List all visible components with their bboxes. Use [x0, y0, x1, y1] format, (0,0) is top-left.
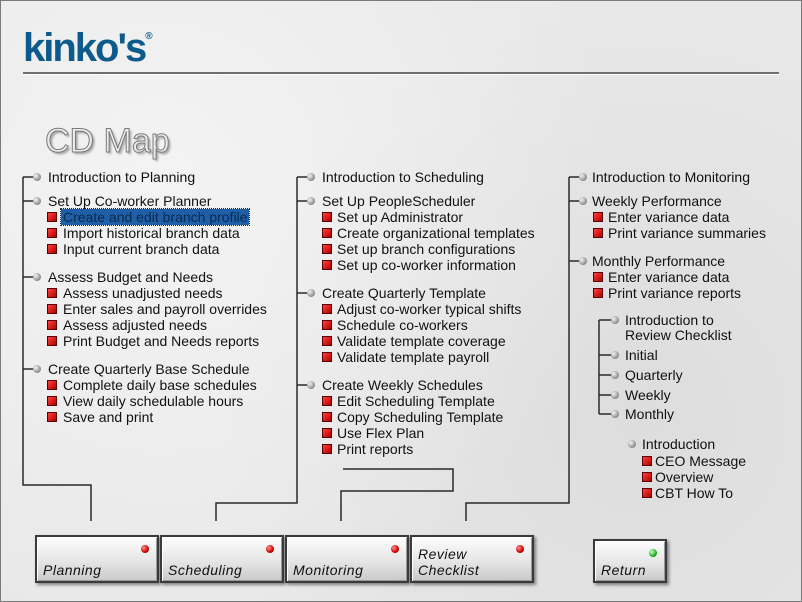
link-schedule-coworkers[interactable]: Schedule co-workers: [337, 317, 468, 333]
scheduling-setup-bullet-icon: [307, 197, 315, 205]
link-print-budget-reports[interactable]: Print Budget and Needs reports: [63, 333, 260, 349]
link-enter-sales-overrides[interactable]: Enter sales and payroll overrides: [63, 301, 267, 317]
link-setup-coworker-planner[interactable]: Set Up Co-worker Planner: [48, 193, 212, 209]
link-input-current-data[interactable]: Input current branch data: [63, 241, 220, 257]
scheduling-button[interactable]: [160, 535, 284, 583]
planning-setup-bullet-icon: [33, 197, 41, 205]
link-create-edit-branch-profile[interactable]: Create and edit branch profile: [63, 209, 248, 225]
red-square-icon: [593, 212, 603, 222]
red-square-icon: [322, 260, 332, 270]
link-complete-daily-schedules[interactable]: Complete daily base schedules: [63, 377, 257, 393]
monitoring-button-label: Monitoring: [293, 562, 364, 578]
red-square-icon: [47, 412, 57, 422]
link-edit-scheduling-template[interactable]: Edit Scheduling Template: [337, 393, 495, 409]
red-square-icon: [322, 212, 332, 222]
link-import-historical-data[interactable]: Import historical branch data: [63, 225, 240, 241]
red-square-icon: [322, 320, 332, 330]
link-monthly-performance[interactable]: Monthly Performance: [592, 253, 726, 269]
registered-mark: ®: [145, 31, 153, 42]
link-ceo-message[interactable]: CEO Message: [655, 453, 747, 469]
red-square-icon: [322, 352, 332, 362]
link-intro-planning[interactable]: Introduction to Planning: [48, 169, 196, 185]
review-weekly-bullet-icon: [611, 391, 619, 399]
link-setup-coworker-info[interactable]: Set up co-worker information: [337, 257, 516, 273]
planning-button-label: Planning: [43, 562, 102, 578]
link-weekly-enter-variance[interactable]: Enter variance data: [608, 209, 730, 225]
intro-bullet-icon: [628, 440, 636, 448]
link-monthly-enter-variance[interactable]: Enter variance data: [608, 269, 730, 285]
red-square-icon: [322, 428, 332, 438]
review-intro-bullet-icon: [611, 316, 619, 324]
scheduling-button-label: Scheduling: [168, 562, 243, 578]
link-weekly-performance[interactable]: Weekly Performance: [592, 193, 722, 209]
link-intro-review-checklist-line1[interactable]: Introduction to: [625, 312, 714, 328]
link-intro-scheduling[interactable]: Introduction to Scheduling: [322, 169, 484, 185]
red-square-icon: [47, 396, 57, 406]
red-square-icon: [322, 244, 332, 254]
red-square-icon: [47, 380, 57, 390]
red-led-icon: [141, 545, 149, 553]
link-save-and-print[interactable]: Save and print: [63, 409, 154, 425]
red-square-icon: [47, 320, 57, 330]
link-cbt-how-to[interactable]: CBT How To: [655, 485, 734, 501]
review-initial-bullet-icon: [611, 351, 619, 359]
red-square-icon: [322, 412, 332, 422]
red-square-icon: [322, 304, 332, 314]
review-checklist-button[interactable]: [410, 535, 534, 583]
review-quarterly-bullet-icon: [611, 371, 619, 379]
link-setup-branch-configs[interactable]: Set up branch configurations: [337, 241, 516, 257]
red-led-icon: [266, 545, 274, 553]
link-create-weekly-schedules[interactable]: Create Weekly Schedules: [322, 377, 483, 393]
link-validate-coverage[interactable]: Validate template coverage: [337, 333, 506, 349]
link-assess-unadjusted[interactable]: Assess unadjusted needs: [63, 285, 223, 301]
scheduling-template-bullet-icon: [307, 289, 315, 297]
planning-button[interactable]: [35, 535, 159, 583]
link-assess-budget-needs[interactable]: Assess Budget and Needs: [48, 269, 213, 285]
red-led-icon: [391, 545, 399, 553]
red-square-icon: [593, 228, 603, 238]
monitoring-monthly-bullet-icon: [579, 257, 587, 265]
link-create-quarterly-base[interactable]: Create Quarterly Base Schedule: [48, 361, 250, 377]
red-square-icon: [642, 456, 652, 466]
red-square-icon: [47, 228, 57, 238]
monitoring-intro-bullet-icon: [579, 173, 587, 181]
logo-text: kinko's: [23, 26, 146, 70]
red-square-icon: [47, 288, 57, 298]
green-led-icon: [649, 549, 657, 557]
red-square-icon: [322, 228, 332, 238]
link-print-reports[interactable]: Print reports: [337, 441, 414, 457]
link-review-monthly[interactable]: Monthly: [625, 406, 675, 422]
link-view-daily-hours[interactable]: View daily schedulable hours: [63, 393, 244, 409]
review-monthly-bullet-icon: [611, 410, 619, 418]
link-intro-monitoring[interactable]: Introduction to Monitoring: [592, 169, 750, 185]
return-button-label: Return: [601, 562, 647, 578]
link-review-quarterly[interactable]: Quarterly: [625, 367, 683, 383]
red-square-icon: [322, 336, 332, 346]
scheduling-intro-bullet-icon: [307, 173, 315, 181]
red-square-icon: [47, 304, 57, 314]
red-square-icon: [593, 272, 603, 282]
planning-intro-bullet-icon: [33, 173, 41, 181]
link-intro-review-checklist-line2[interactable]: Review Checklist: [625, 327, 732, 343]
link-setup-administrator[interactable]: Set up Administrator: [337, 209, 464, 225]
red-square-icon: [47, 244, 57, 254]
page-title: CD Map: [45, 122, 170, 160]
link-assess-adjusted[interactable]: Assess adjusted needs: [63, 317, 207, 333]
red-square-icon: [322, 396, 332, 406]
red-square-icon: [593, 288, 603, 298]
link-print-variance-summaries[interactable]: Print variance summaries: [608, 225, 766, 241]
link-introduction[interactable]: Introduction: [642, 436, 716, 452]
monitoring-button[interactable]: [285, 535, 409, 583]
link-overview[interactable]: Overview: [655, 469, 714, 485]
link-create-quarterly-template[interactable]: Create Quarterly Template: [322, 285, 486, 301]
red-square-icon: [642, 488, 652, 498]
red-square-icon: [47, 212, 57, 222]
link-review-initial[interactable]: Initial: [625, 347, 658, 363]
link-adjust-typical-shifts[interactable]: Adjust co-worker typical shifts: [337, 301, 522, 317]
planning-quarterly-bullet-icon: [33, 365, 41, 373]
red-square-icon: [642, 472, 652, 482]
red-square-icon: [322, 444, 332, 454]
link-print-variance-reports[interactable]: Print variance reports: [608, 285, 742, 301]
review-checklist-button-label: Review Checklist: [418, 546, 480, 578]
link-review-weekly[interactable]: Weekly: [625, 387, 671, 403]
red-square-icon: [47, 336, 57, 346]
link-validate-payroll[interactable]: Validate template payroll: [337, 349, 490, 365]
link-copy-scheduling-template[interactable]: Copy Scheduling Template: [337, 409, 504, 425]
planning-assess-bullet-icon: [33, 273, 41, 281]
scheduling-weekly-bullet-icon: [307, 381, 315, 389]
return-button[interactable]: [593, 539, 667, 583]
monitoring-weekly-bullet-icon: [579, 197, 587, 205]
link-use-flex-plan[interactable]: Use Flex Plan: [337, 425, 425, 441]
link-setup-peoplescheduler[interactable]: Set Up PeopleScheduler: [322, 193, 476, 209]
link-create-org-templates[interactable]: Create organizational templates: [337, 225, 535, 241]
